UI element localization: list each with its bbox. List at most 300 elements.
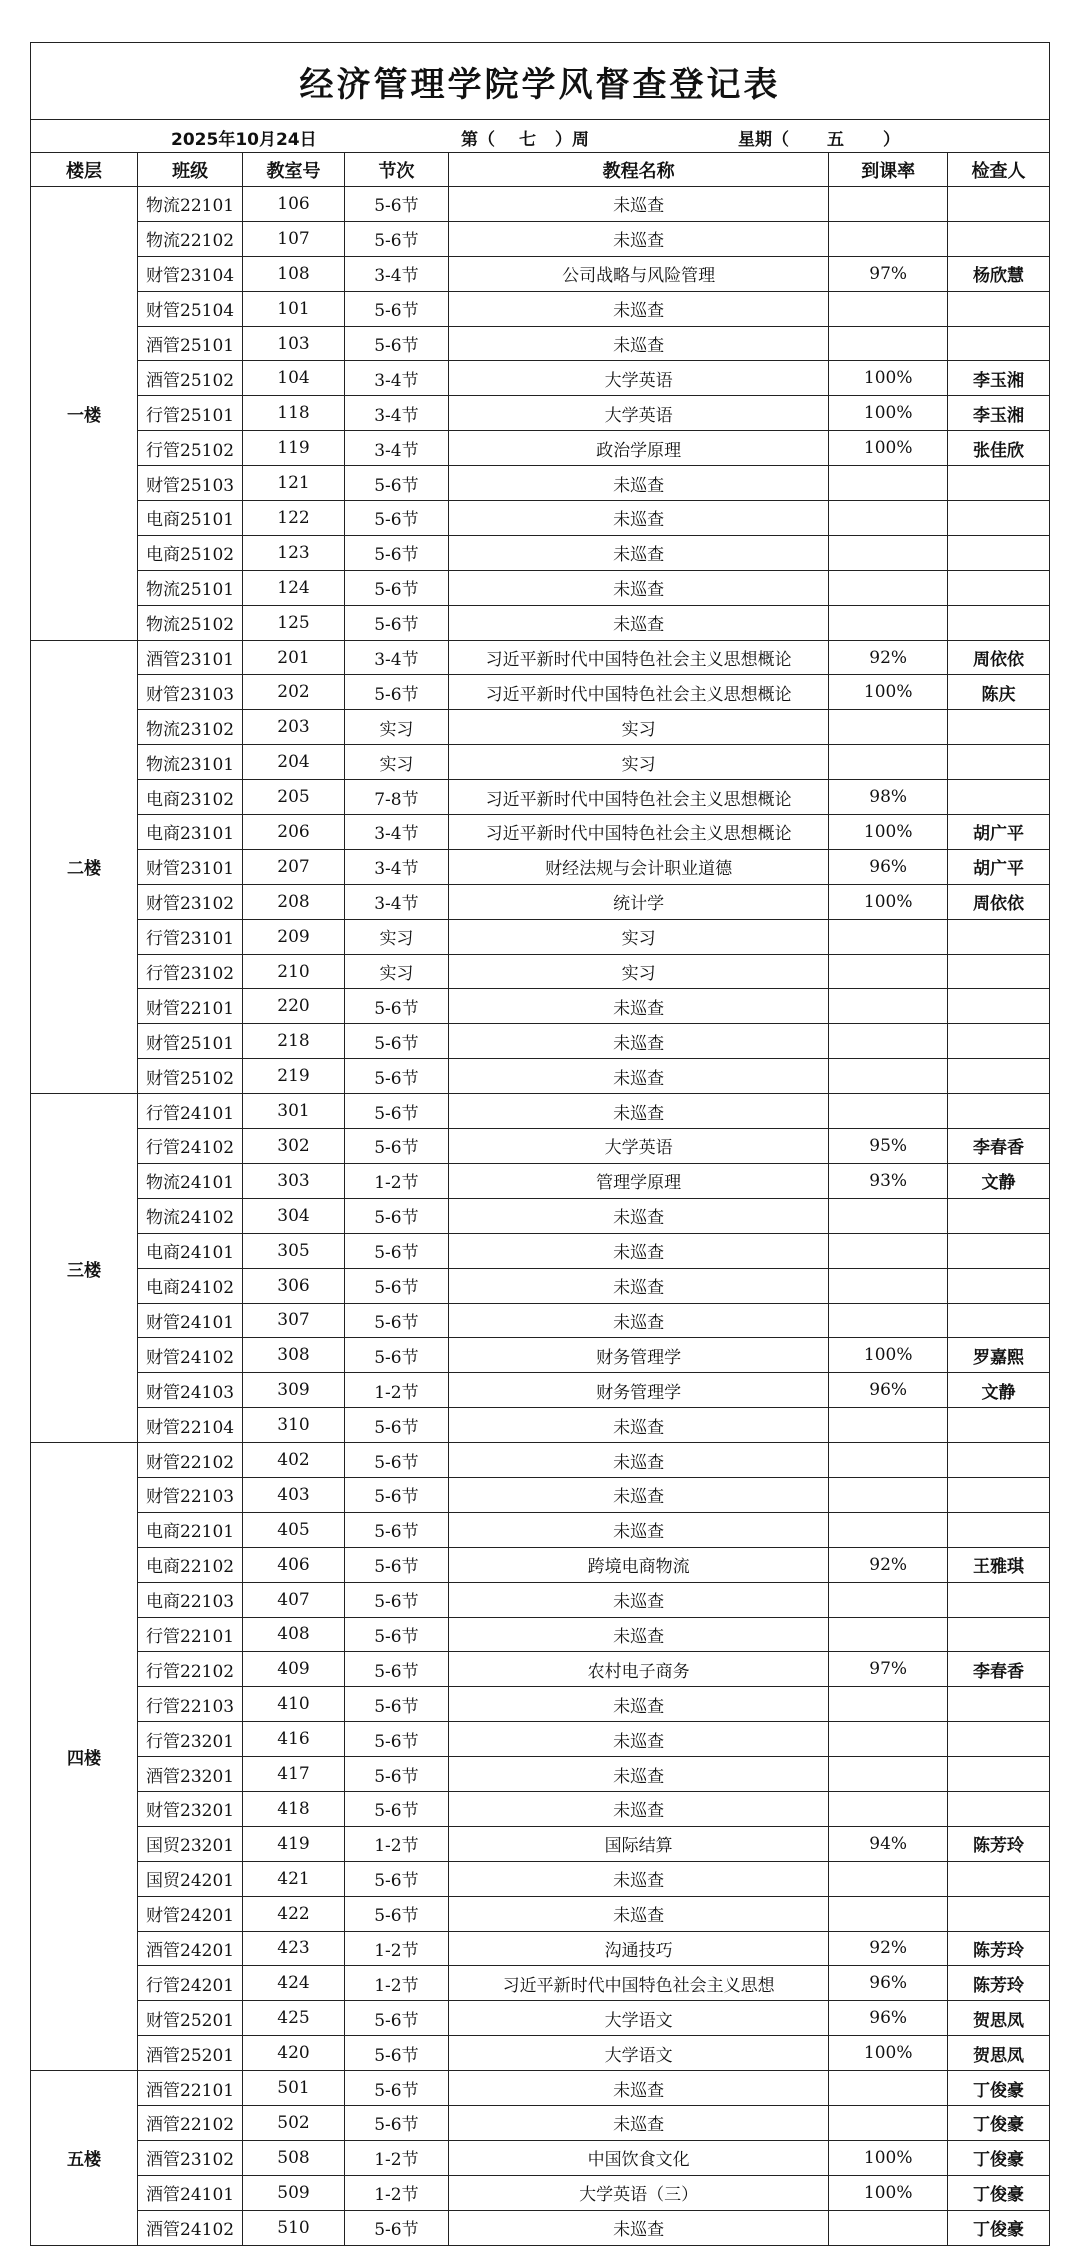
cell-course: 未巡查 (448, 605, 829, 640)
cell-room: 103 (243, 326, 345, 361)
cell-inspector: 陈芳玲 (947, 1931, 1049, 1966)
table-row (31, 884, 1050, 919)
cell-course: 中国饮食文化 (448, 2140, 829, 2175)
cell-room: 425 (243, 2001, 345, 2036)
cell-period: 5-6节 (344, 605, 448, 640)
cell-inspector (947, 291, 1049, 326)
cell-room: 502 (243, 2105, 345, 2140)
cell-room: 207 (243, 849, 345, 884)
cell-period: 5-6节 (344, 1547, 448, 1582)
table-row (31, 1617, 1050, 1652)
cell-class: 酒管22101 (138, 2071, 243, 2106)
cell-attendance: 92% (829, 640, 948, 675)
cell-attendance: 100% (829, 884, 948, 919)
cell-course: 实习 (448, 710, 829, 745)
cell-course: 沟通技巧 (448, 1931, 829, 1966)
cell-period: 5-6节 (344, 1512, 448, 1547)
cell-period: 5-6节 (344, 291, 448, 326)
cell-inspector: 文静 (947, 1163, 1049, 1198)
cell-course: 公司战略与风险管理 (448, 256, 829, 291)
cell-inspector: 丁俊豪 (947, 2175, 1049, 2210)
cell-period: 5-6节 (344, 1687, 448, 1722)
cell-room: 421 (243, 1861, 345, 1896)
cell-period: 5-6节 (344, 221, 448, 256)
table-row (31, 291, 1050, 326)
cell-period: 5-6节 (344, 570, 448, 605)
cell-attendance (829, 1059, 948, 1094)
cell-period: 3-4节 (344, 849, 448, 884)
cell-course: 跨境电商物流 (448, 1547, 829, 1582)
table-row (31, 1512, 1050, 1547)
cell-period: 1-2节 (344, 1163, 448, 1198)
cell-course: 未巡查 (448, 1896, 829, 1931)
cell-course: 习近平新时代中国特色社会主义思想 (448, 1966, 829, 2001)
cell-course: 未巡查 (448, 1791, 829, 1826)
cell-class: 物流25101 (138, 570, 243, 605)
table-row (31, 396, 1050, 431)
cell-room: 510 (243, 2210, 345, 2245)
cell-room: 402 (243, 1443, 345, 1478)
cell-attendance (829, 291, 948, 326)
cell-inspector (947, 1233, 1049, 1268)
cell-room: 204 (243, 745, 345, 780)
cell-attendance (829, 1268, 948, 1303)
cell-inspector: 贺思凤 (947, 2001, 1049, 2036)
cell-class: 物流23102 (138, 710, 243, 745)
cell-class: 酒管25201 (138, 2036, 243, 2071)
table-row (31, 2140, 1050, 2175)
cell-period: 实习 (344, 745, 448, 780)
cell-course: 实习 (448, 954, 829, 989)
cell-room: 124 (243, 570, 345, 605)
table-row (31, 501, 1050, 536)
table-row (31, 1268, 1050, 1303)
cell-attendance (829, 1617, 948, 1652)
cell-class: 财管25102 (138, 1059, 243, 1094)
cell-course: 未巡查 (448, 2210, 829, 2245)
cell-period: 5-6节 (344, 1094, 448, 1129)
cell-inspector (947, 1443, 1049, 1478)
cell-room: 121 (243, 466, 345, 501)
cell-inspector (947, 1512, 1049, 1547)
cell-period: 5-6节 (344, 1303, 448, 1338)
cell-inspector: 胡广平 (947, 815, 1049, 850)
cell-class: 行管23102 (138, 954, 243, 989)
cell-class: 酒管23201 (138, 1757, 243, 1792)
cell-period: 3-4节 (344, 640, 448, 675)
cell-course: 习近平新时代中国特色社会主义思想概论 (448, 675, 829, 710)
cell-room: 208 (243, 884, 345, 919)
cell-room: 123 (243, 535, 345, 570)
cell-inspector (947, 1198, 1049, 1233)
cell-inspector (947, 1059, 1049, 1094)
cell-period: 5-6节 (344, 1791, 448, 1826)
cell-inspector (947, 1582, 1049, 1617)
cell-room: 420 (243, 2036, 345, 2071)
cell-inspector (947, 1268, 1049, 1303)
cell-inspector (947, 1303, 1049, 1338)
cell-attendance (829, 2071, 948, 2106)
cell-period: 1-2节 (344, 1931, 448, 1966)
cell-attendance: 95% (829, 1129, 948, 1164)
cell-course: 未巡查 (448, 326, 829, 361)
cell-period: 3-4节 (344, 815, 448, 850)
cell-class: 财管23201 (138, 1791, 243, 1826)
cell-inspector: 丁俊豪 (947, 2105, 1049, 2140)
table-row (31, 221, 1050, 256)
cell-room: 407 (243, 1582, 345, 1617)
cell-course: 未巡查 (448, 1757, 829, 1792)
table-row (31, 1059, 1050, 1094)
cell-period: 5-6节 (344, 1477, 448, 1512)
cell-period: 5-6节 (344, 1861, 448, 1896)
cell-course: 未巡查 (448, 1617, 829, 1652)
cell-inspector (947, 1757, 1049, 1792)
table-row (31, 2071, 1050, 2106)
cell-period: 5-6节 (344, 1268, 448, 1303)
cell-period: 5-6节 (344, 1652, 448, 1687)
cell-room: 408 (243, 1617, 345, 1652)
table-row (31, 1408, 1050, 1443)
cell-class: 电商22102 (138, 1547, 243, 1582)
cell-course: 习近平新时代中国特色社会主义思想概论 (448, 815, 829, 850)
cell-period: 5-6节 (344, 2071, 448, 2106)
cell-class: 国贸23201 (138, 1826, 243, 1861)
cell-period: 5-6节 (344, 1443, 448, 1478)
cell-attendance (829, 1303, 948, 1338)
cell-inspector: 周依依 (947, 884, 1049, 919)
cell-class: 电商24102 (138, 1268, 243, 1303)
cell-attendance: 97% (829, 1652, 948, 1687)
cell-attendance: 100% (829, 815, 948, 850)
table-row (31, 431, 1050, 466)
cell-room: 301 (243, 1094, 345, 1129)
header-row (31, 153, 1050, 187)
cell-course: 实习 (448, 745, 829, 780)
cell-period: 5-6节 (344, 2036, 448, 2071)
cell-room: 209 (243, 919, 345, 954)
table-row (31, 605, 1050, 640)
cell-class: 财管24103 (138, 1373, 243, 1408)
cell-room: 303 (243, 1163, 345, 1198)
cell-course: 实习 (448, 919, 829, 954)
table-row (31, 919, 1050, 954)
cell-attendance (829, 501, 948, 536)
cell-inspector (947, 1094, 1049, 1129)
cell-room: 410 (243, 1687, 345, 1722)
cell-class: 财管22103 (138, 1477, 243, 1512)
cell-inspector: 陈庆 (947, 675, 1049, 710)
cell-attendance (829, 1233, 948, 1268)
cell-inspector (947, 1687, 1049, 1722)
cell-period: 5-6节 (344, 2105, 448, 2140)
cell-attendance: 92% (829, 1547, 948, 1582)
table-row (31, 1198, 1050, 1233)
cell-inspector: 李春香 (947, 1129, 1049, 1164)
week-suffix: ）周 (555, 130, 589, 150)
cell-attendance (829, 326, 948, 361)
cell-attendance (829, 1512, 948, 1547)
cell-course: 习近平新时代中国特色社会主义思想概论 (448, 780, 829, 815)
cell-room: 108 (243, 256, 345, 291)
cell-room: 202 (243, 675, 345, 710)
cell-class: 酒管23102 (138, 2140, 243, 2175)
table-row (31, 1861, 1050, 1896)
table-row (31, 954, 1050, 989)
cell-course: 未巡查 (448, 1512, 829, 1547)
header-floor: 楼层 (31, 153, 138, 187)
cell-course: 未巡查 (448, 1059, 829, 1094)
cell-period: 5-6节 (344, 1722, 448, 1757)
header-period: 节次 (344, 153, 448, 187)
cell-room: 122 (243, 501, 345, 536)
cell-attendance: 98% (829, 780, 948, 815)
cell-attendance: 97% (829, 256, 948, 291)
cell-period: 5-6节 (344, 187, 448, 222)
table-row (31, 1896, 1050, 1931)
cell-class: 财管23103 (138, 675, 243, 710)
cell-class: 行管25101 (138, 396, 243, 431)
cell-attendance (829, 1408, 948, 1443)
cell-course: 未巡查 (448, 1024, 829, 1059)
cell-inspector: 王雅琪 (947, 1547, 1049, 1582)
table-row (31, 1338, 1050, 1373)
cell-room: 206 (243, 815, 345, 850)
cell-period: 5-6节 (344, 1408, 448, 1443)
cell-course: 未巡查 (448, 1443, 829, 1478)
cell-class: 行管23101 (138, 919, 243, 954)
cell-course: 未巡查 (448, 535, 829, 570)
cell-period: 7-8节 (344, 780, 448, 815)
floor-label: 三楼 (31, 1094, 138, 1443)
cell-attendance (829, 1687, 948, 1722)
cell-course: 习近平新时代中国特色社会主义思想概论 (448, 640, 829, 675)
table-row (31, 1582, 1050, 1617)
cell-class: 行管22103 (138, 1687, 243, 1722)
cell-attendance (829, 1861, 948, 1896)
cell-attendance: 100% (829, 431, 948, 466)
cell-period: 3-4节 (344, 256, 448, 291)
header-inspector: 检查人 (947, 153, 1049, 187)
cell-class: 行管25102 (138, 431, 243, 466)
info-row (31, 120, 1050, 153)
cell-room: 405 (243, 1512, 345, 1547)
cell-room: 501 (243, 2071, 345, 2106)
floor-label: 五楼 (31, 2071, 138, 2245)
cell-period: 5-6节 (344, 1896, 448, 1931)
header-class: 班级 (138, 153, 243, 187)
cell-room: 205 (243, 780, 345, 815)
cell-room: 423 (243, 1931, 345, 1966)
cell-class: 行管24201 (138, 1966, 243, 2001)
cell-room: 309 (243, 1373, 345, 1408)
cell-course: 财经法规与会计职业道德 (448, 849, 829, 884)
floor-label: 二楼 (31, 640, 138, 1094)
cell-period: 实习 (344, 954, 448, 989)
table-row (31, 1652, 1050, 1687)
table-row (31, 1477, 1050, 1512)
cell-attendance (829, 1722, 948, 1757)
cell-period: 5-6节 (344, 501, 448, 536)
cell-inspector (947, 1896, 1049, 1931)
table-row (31, 1373, 1050, 1408)
cell-inspector (947, 710, 1049, 745)
cell-period: 实习 (344, 919, 448, 954)
table-row (31, 1443, 1050, 1478)
cell-room: 210 (243, 954, 345, 989)
floor-label: 一楼 (31, 187, 138, 641)
cell-attendance (829, 1198, 948, 1233)
cell-room: 509 (243, 2175, 345, 2210)
cell-room: 125 (243, 605, 345, 640)
cell-attendance (829, 1582, 948, 1617)
cell-attendance (829, 1896, 948, 1931)
table-row (31, 2036, 1050, 2071)
cell-class: 财管25201 (138, 2001, 243, 2036)
cell-room: 406 (243, 1547, 345, 1582)
cell-course: 大学语文 (448, 2001, 829, 2036)
cell-attendance: 100% (829, 361, 948, 396)
cell-class: 电商23102 (138, 780, 243, 815)
table-title: 经济管理学院学风督查登记表 (31, 43, 1050, 120)
cell-course: 未巡查 (448, 1722, 829, 1757)
cell-attendance (829, 1094, 948, 1129)
cell-room: 409 (243, 1652, 345, 1687)
date-label: 2025年10月24日 (171, 130, 317, 150)
cell-room: 101 (243, 291, 345, 326)
cell-class: 物流23101 (138, 745, 243, 780)
cell-inspector (947, 1477, 1049, 1512)
table-row (31, 780, 1050, 815)
cell-period: 5-6节 (344, 989, 448, 1024)
cell-period: 1-2节 (344, 2140, 448, 2175)
table-row (31, 570, 1050, 605)
cell-inspector: 陈芳玲 (947, 1966, 1049, 2001)
cell-attendance (829, 1443, 948, 1478)
cell-attendance (829, 1024, 948, 1059)
cell-room: 302 (243, 1129, 345, 1164)
cell-class: 电商22101 (138, 1512, 243, 1547)
header-room: 教室号 (243, 153, 345, 187)
cell-attendance: 92% (829, 1931, 948, 1966)
inspection-table (30, 42, 1050, 2246)
cell-class: 财管23104 (138, 256, 243, 291)
cell-attendance: 93% (829, 1163, 948, 1198)
cell-room: 219 (243, 1059, 345, 1094)
table-row (31, 1931, 1050, 1966)
cell-room: 508 (243, 2140, 345, 2175)
cell-course: 未巡查 (448, 989, 829, 1024)
cell-attendance (829, 745, 948, 780)
cell-inspector (947, 535, 1049, 570)
cell-course: 大学英语 (448, 1129, 829, 1164)
cell-period: 5-6节 (344, 326, 448, 361)
cell-attendance: 96% (829, 1373, 948, 1408)
table-row (31, 849, 1050, 884)
table-row (31, 2001, 1050, 2036)
cell-inspector (947, 1791, 1049, 1826)
cell-attendance: 96% (829, 849, 948, 884)
cell-room: 107 (243, 221, 345, 256)
cell-period: 5-6节 (344, 675, 448, 710)
cell-room: 310 (243, 1408, 345, 1443)
cell-class: 财管23102 (138, 884, 243, 919)
table-row (31, 466, 1050, 501)
table-row (31, 1303, 1050, 1338)
cell-inspector: 李玉湘 (947, 361, 1049, 396)
cell-class: 财管24101 (138, 1303, 243, 1338)
cell-course: 未巡查 (448, 1268, 829, 1303)
cell-attendance: 100% (829, 675, 948, 710)
cell-inspector (947, 326, 1049, 361)
table-row (31, 1722, 1050, 1757)
cell-course: 未巡查 (448, 466, 829, 501)
header-attendance: 到课率 (829, 153, 948, 187)
table-row (31, 815, 1050, 850)
cell-class: 电商24101 (138, 1233, 243, 1268)
cell-period: 5-6节 (344, 1582, 448, 1617)
cell-attendance: 96% (829, 2001, 948, 2036)
cell-room: 106 (243, 187, 345, 222)
cell-inspector (947, 466, 1049, 501)
cell-inspector (947, 1408, 1049, 1443)
cell-room: 201 (243, 640, 345, 675)
table-row (31, 1163, 1050, 1198)
cell-attendance (829, 1791, 948, 1826)
table-row (31, 1547, 1050, 1582)
cell-inspector: 李春香 (947, 1652, 1049, 1687)
cell-class: 酒管23101 (138, 640, 243, 675)
cell-inspector: 罗嘉熙 (947, 1338, 1049, 1373)
weekday-prefix: 星期（ (738, 130, 789, 150)
cell-inspector: 贺思凤 (947, 2036, 1049, 2071)
cell-course: 未巡查 (448, 1233, 829, 1268)
cell-class: 行管23201 (138, 1722, 243, 1757)
cell-inspector (947, 919, 1049, 954)
cell-period: 5-6节 (344, 1617, 448, 1652)
cell-course: 未巡查 (448, 2071, 829, 2106)
table-row (31, 1094, 1050, 1129)
cell-inspector: 杨欣慧 (947, 256, 1049, 291)
cell-period: 3-4节 (344, 396, 448, 431)
cell-inspector: 李玉湘 (947, 396, 1049, 431)
week-prefix: 第（ (461, 130, 495, 150)
cell-attendance: 100% (829, 396, 948, 431)
cell-inspector: 陈芳玲 (947, 1826, 1049, 1861)
table-row (31, 745, 1050, 780)
cell-course: 未巡查 (448, 570, 829, 605)
cell-period: 5-6节 (344, 1024, 448, 1059)
cell-attendance (829, 1757, 948, 1792)
table-row (31, 1233, 1050, 1268)
cell-attendance (829, 2105, 948, 2140)
cell-class: 物流22101 (138, 187, 243, 222)
cell-inspector (947, 745, 1049, 780)
cell-period: 5-6节 (344, 535, 448, 570)
cell-class: 物流25102 (138, 605, 243, 640)
table-row (31, 1129, 1050, 1164)
cell-inspector (947, 221, 1049, 256)
cell-class: 财管22104 (138, 1408, 243, 1443)
cell-course: 未巡查 (448, 1687, 829, 1722)
cell-inspector: 文静 (947, 1373, 1049, 1408)
table-row (31, 675, 1050, 710)
table-row (31, 1791, 1050, 1826)
cell-class: 财管25104 (138, 291, 243, 326)
cell-class: 酒管25101 (138, 326, 243, 361)
cell-course: 未巡查 (448, 1408, 829, 1443)
cell-attendance (829, 2210, 948, 2245)
